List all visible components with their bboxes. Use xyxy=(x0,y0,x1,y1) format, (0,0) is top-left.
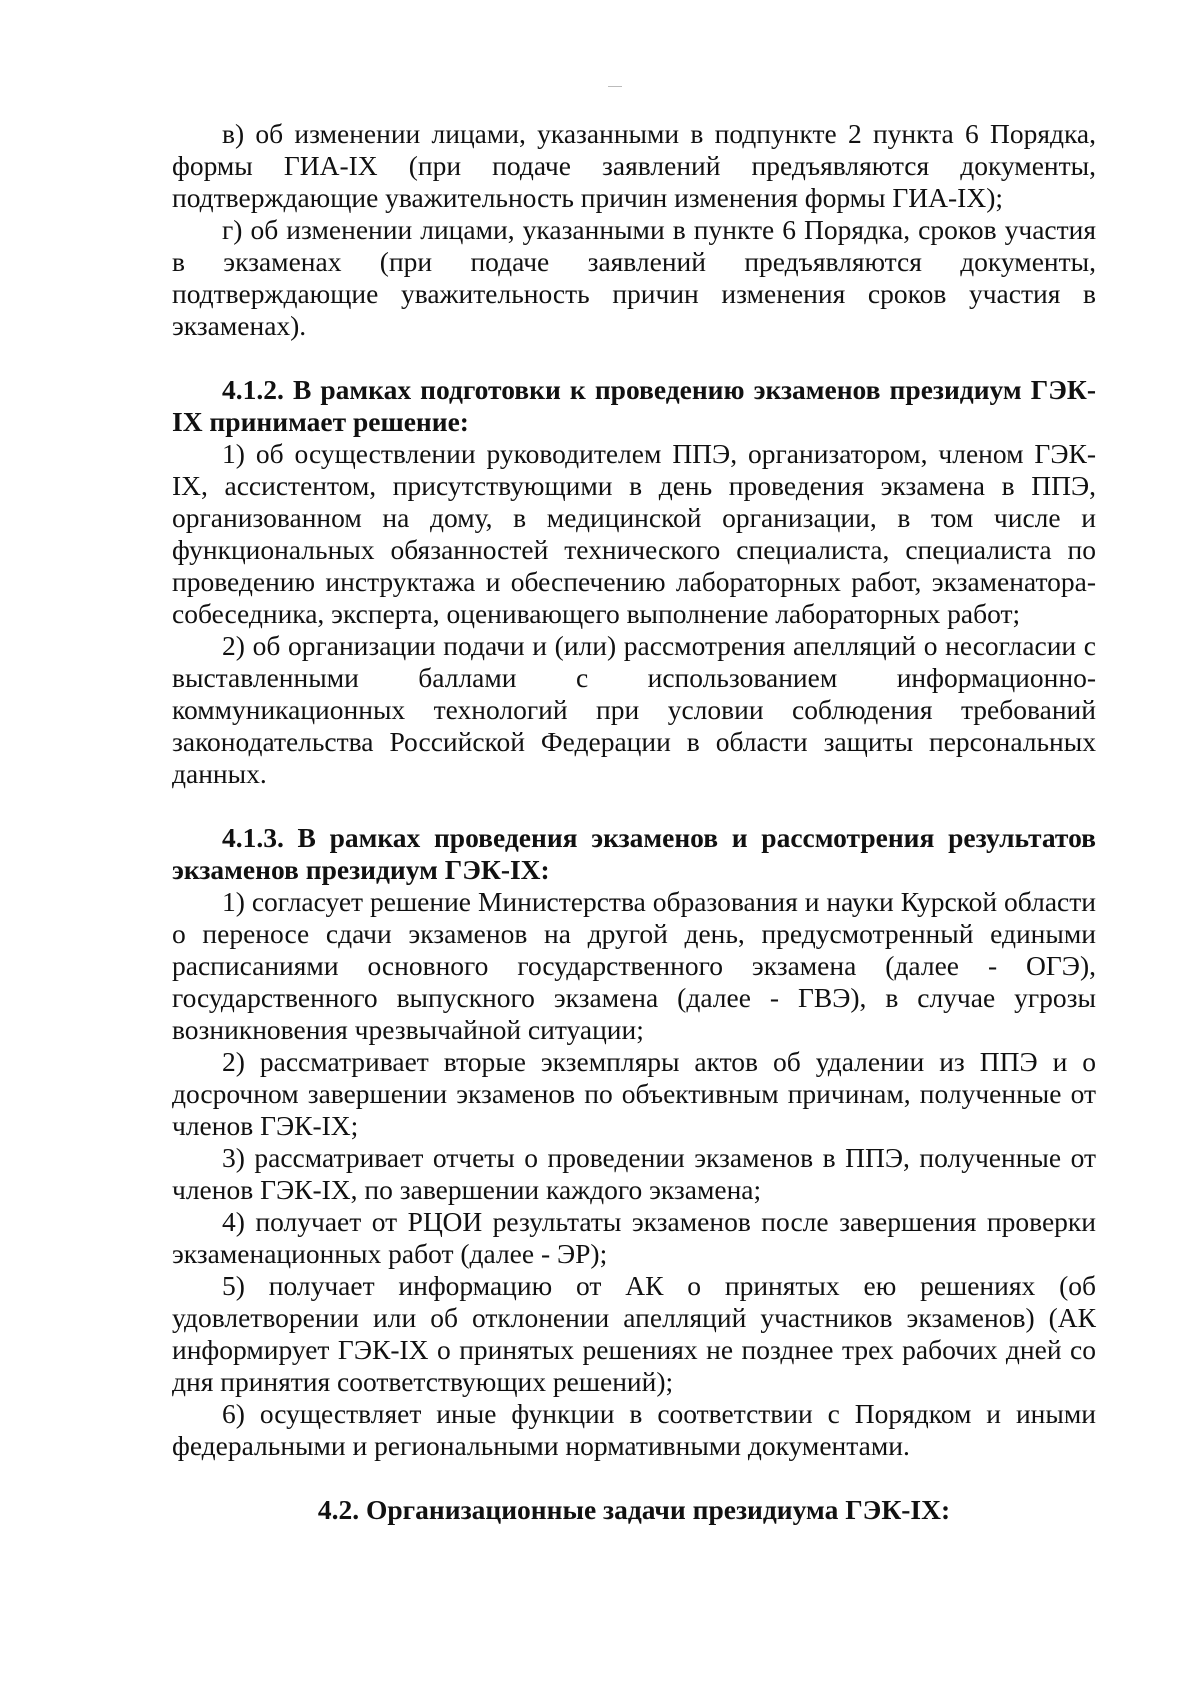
spacer xyxy=(172,790,1096,822)
section-4-1-3-heading: 4.1.3. В рамках проведения экзаменов и рассмотрения результатов экзаменов президиум ГЭК-IX: xyxy=(172,822,1096,885)
section-4-1-3-item-1: 1) согласует решение Министерства образования и науки Курской области о переносе сдачи экзаменов на другой день, предусмотренный едиными расписаниями основного государственного экзамена (далее - ОГЭ), государственного выпускного экзамена (далее - ГВЭ), в случае угрозы возникновения чрезвычайной ситуации; xyxy=(172,886,1096,1045)
section-4-1-2-item-1: 1) об осуществлении руководителем ППЭ, организатором, членом ГЭК-IX, ассистентом, присутствующими в день проведения экзамена в ППЭ, организованном на дому, в медицинской организации, в том числе и функциональных обязанностей технического специалиста, специалиста по проведению инструктажа и обеспечению лабораторных работ, экзаменатора-собеседника, эксперта, оценивающего выполнение лабораторных работ; xyxy=(172,438,1096,629)
section-4-1-2-heading: 4.1.2. В рамках подготовки к проведению экзаменов президиум ГЭК-IX принимает решение: xyxy=(172,374,1096,437)
spacer xyxy=(172,1462,1096,1494)
section-4-1-3-item-5: 5) получает информацию от АК о принятых ею решениях (об удовлетворении или об отклонении апелляций участников экзаменов) (АК информирует ГЭК-IX о принятых решениях не позднее трех рабочих дней со дня принятия соответствующих решений); xyxy=(172,1270,1096,1397)
paragraph-g: г) об изменении лицами, указанными в пункте 6 Порядка, сроков участия в экзаменах (при подаче заявлений предъявляются документы, подтверждающие уважительность причин изменения сроков участия в экзаменах). xyxy=(172,214,1096,341)
spacer xyxy=(172,342,1096,374)
scan-mark xyxy=(608,86,622,87)
section-4-1-2-item-2: 2) об организации подачи и (или) рассмотрения апелляций о несогласии с выставленными баллами с использованием информационно-коммуникационных технологий при условии соблюдения требований законодательства Российской Федерации в области защиты персональных данных. xyxy=(172,630,1096,789)
section-4-1-3-item-3: 3) рассматривает отчеты о проведении экзаменов в ППЭ, полученные от членов ГЭК-IX, по завершении каждого экзамена; xyxy=(172,1142,1096,1205)
section-4-2-heading: 4.2. Организационные задачи президиума ГЭК-IX: xyxy=(317,1494,951,1525)
section-4-1-3-item-6: 6) осуществляет иные функции в соответствии с Порядком и иными федеральными и региональными нормативными документами. xyxy=(172,1398,1096,1461)
paragraph-v: в) об изменении лицами, указанными в подпункте 2 пункта 6 Порядка, формы ГИА-IX (при подаче заявлений предъявляются документы, подтверждающие уважительность причин изменения формы ГИА-IX); xyxy=(172,118,1096,213)
document-page xyxy=(172,118,1096,1526)
section-4-1-3-item-4: 4) получает от РЦОИ результаты экзаменов после завершения проверки экзаменационных работ (далее - ЭР); xyxy=(172,1206,1096,1269)
section-4-1-3-item-2: 2) рассматривает вторые экземпляры актов об удалении из ППЭ и о досрочном завершении экзаменов по объективным причинам, полученные от членов ГЭК-IX; xyxy=(172,1046,1096,1141)
